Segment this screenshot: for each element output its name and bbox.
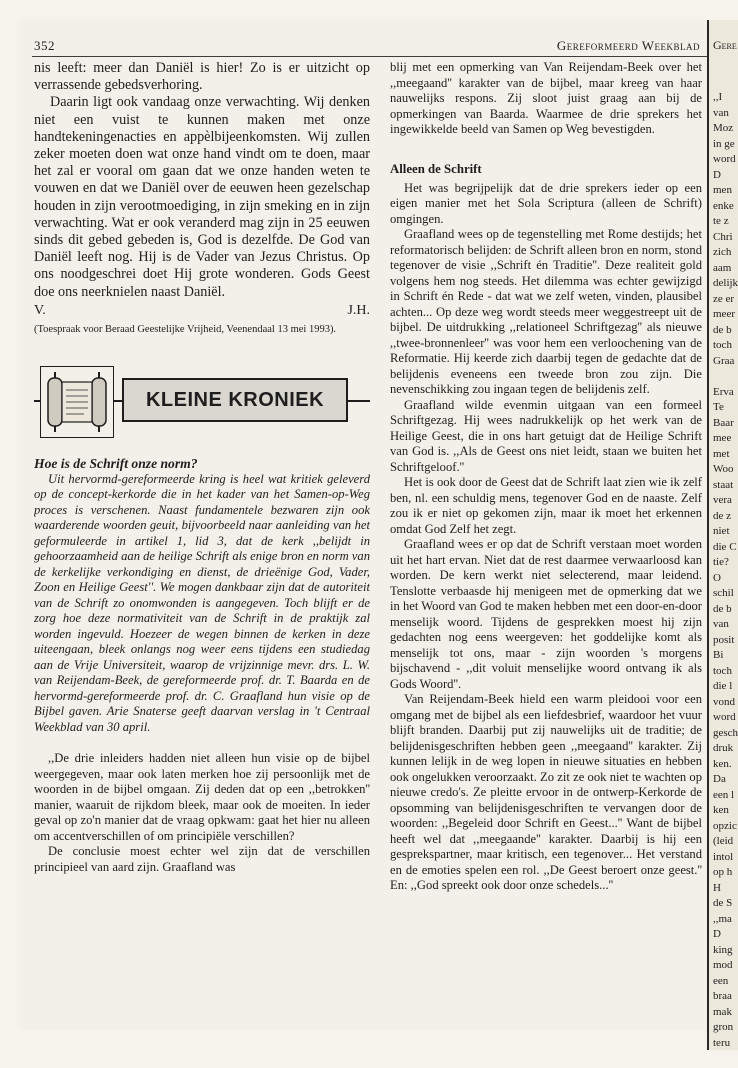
next-page-line: zich — [713, 246, 732, 258]
next-page-line: die C — [713, 540, 737, 553]
body-paragraph: Het is ook door de Geest dat de Schrift laat zien wie ik zelf ben, nl. een schuldig mens, tegenover God en de naaste. Zelf zou ik er niet op gekomen zijn, maar ik moet het erkennen omdat God Zelf het zegt. — [390, 475, 702, 536]
next-page-line: ze er — [713, 292, 735, 305]
body-paragraph: ,,De drie inleiders hadden niet alleen hun visie op de bijbel weergegeven, maar ook laten merken hoe zij persoonlijk met de woorden in de bijbel omgaan. Zij deden dat op een ,,betrokken'' manier, waaruit de rijkdom bleek, maar ook de moeiten. In ieder geval op zo'n manier dat de vraag opkwam: gaat het hier nu alleen om accentverschillen of om principiële verschillen? — [34, 751, 370, 843]
next-page-line: opzic — [713, 819, 737, 832]
next-page-line: ken — [713, 804, 729, 816]
page-header — [32, 32, 704, 54]
next-page-line: Graa — [713, 354, 735, 367]
next-page-line: Chri — [713, 230, 733, 243]
next-page-line: (leid — [713, 835, 734, 847]
signature-left: V. — [34, 302, 46, 318]
body-paragraph: De conclusie moest echter wel zijn dat de verschillen principieel van aard zijn. Graafland was — [34, 844, 370, 874]
next-page-line: meer — [713, 308, 735, 320]
publication-title: Gereformeerd Weekblad — [556, 38, 700, 53]
next-page-line: posit — [713, 633, 735, 646]
next-page-line: de b — [713, 602, 732, 615]
next-page-line: mee — [713, 432, 732, 444]
section-label: KLEINE KRONIEK — [122, 378, 348, 422]
intro-paragraph: nis leeft: meer dan Daniël is hier! Zo is er uitzicht op verrassende gebedsverhoring. — [34, 60, 370, 94]
next-page-line: op h — [713, 866, 733, 878]
next-page-line: toch — [713, 339, 732, 351]
next-page-line: Moz — [713, 122, 734, 134]
intro-paragraph: Daarin ligt ook vandaag onze verwachting. Wij denken niet een vuist te kunnen maken met onze handtekeningenacties en appèlbijeenkomsten. Wij zullen zeker moeten doen wat onze hand vindt om te doen, maar het zal er vooral om gaan dat we onze handen weten te vouwen en dat we Daniël over de eeuwen heen gezelschap houden in zijn verootmoediging, in zijn smeking en in zijn verwachting. Wat er ook veranderd mag zijn in 25 eeuwen sinds dit gebed gebeden is, God is dezelfde. De God van Daniël leeft nog. Hij is de Vader van Jezus Christus. Op ons noodgeschrei doet Hij grote wonderen. Gods Geest doe ons neerknielen naast Daniël. — [34, 94, 370, 300]
next-page-line: delijk — [713, 277, 738, 289]
next-page-text — [713, 90, 738, 1050]
next-page-line: druk — [713, 742, 734, 754]
next-page-line: men — [713, 184, 732, 196]
next-page-line: teru — [713, 1036, 731, 1049]
right-column — [390, 60, 702, 1040]
next-page-line: te z — [713, 215, 729, 227]
next-page-line: O — [713, 571, 721, 584]
next-page-line: ,,I — [713, 91, 723, 103]
next-page-line: Te — [713, 401, 724, 413]
next-page-line: Da — [713, 773, 726, 785]
next-page-line: de b — [713, 323, 732, 336]
next-page-edge — [707, 20, 738, 1050]
body-paragraph: Graafland wilde evenmin uitgaan van een formeel Schriftgezag. Hij wees nadrukkelijk op het werk van de Heilige Geest, die in ons hart getuigt dat de Heilige Schrift van God is. ,,Als de Geest ons niet leidt, staan we buiten het Schriftgeloof.'' — [390, 397, 702, 474]
body-paragraph: Graafland wees er op dat de Schrift verstaan moet worden uit het hart ervan. Niet dat de rest daarmee verwaarloosd kan worden. De kern werkt niet selecterend, maar leidend. Tenslotte verbaasde hij menigeen met de opmerking dat we in het Woord van God te maken hebben met een door-en-door menselijk woord. Tijdens de gesprekken moest hij zijn gedachten nog eens weergeven: het goddelijke komt als menselijk tot ons, maar - zijn woorden 's morgens bijschavend - ,,dit voluit menselijke woord ontvang ik als Gods Woord''. — [390, 537, 702, 691]
next-page-line: word — [713, 711, 736, 723]
next-page-line: gron — [713, 1021, 734, 1033]
page-number: 352 — [34, 38, 55, 53]
article-intro: Uit hervormd-gereformeerde kring is heel wat kritiek geleverd op de concept-kerkorde die in het kader van het Samen-op-Weg proces is verschenen. Naast fundamentele bezwaren zijn ook waarderende woorden geuit, bijvoorbeeld naar aanleiding van het geformuleerde in artikel 1, lid 3, dat de kerk ,,belijdt in gehoorzaamheid aan de heilige Schrift als enige bron en norm van de kerkelijke verkondiging en dienst, de drieënige God, Vader, Zoon en Heilige Geest''. We mogen dankbaar zijn dat de autoriteit van de Schrift zo onomwonden is aangegeven. Toch blijft er de zorg hoe deze normativiteit van de Schrift in de praktijk zal worden ingevuld. Hoezeer de wegen binnen de kerken in deze uiteengaan, bleek onlangs nog weer eens tijdens een studiedag aan de Vrije Universiteit, waarop de vrijzinnige mevr. drs. L. W. van Reijendam-Beek, de gereformeerde prof. dr. T. Baarda en de hervormd-gereformeerde prof. dr. C. Graafland hun visie op de Bijbel gaven. Arie Snaterse geeft daarvan verslag in 't Centraal Weekblad van 30 april. — [34, 471, 370, 734]
signature-right: J.H. — [347, 302, 370, 318]
next-page-line: een l — [713, 788, 735, 801]
next-page-line: word — [713, 153, 736, 165]
next-page-line: staat — [713, 478, 734, 491]
next-page-line: Woo — [713, 463, 734, 475]
next-page-line: braa — [713, 990, 732, 1002]
next-page-line: enke — [713, 199, 734, 212]
next-page-line: met — [713, 447, 730, 460]
left-column — [34, 60, 370, 1040]
signature-line — [34, 303, 370, 319]
section-heading: Alleen de Schrift — [390, 161, 482, 176]
next-page-line: king — [713, 943, 733, 956]
next-page-line: D — [713, 168, 721, 181]
next-page-line: schil — [713, 587, 734, 599]
next-page-line: vond — [713, 695, 735, 708]
next-page-line: Baar — [713, 416, 734, 429]
next-page-line: ,,ma — [713, 912, 732, 925]
article-heading: Hoe is de Schrift onze norm? — [34, 455, 198, 471]
kleine-kroniek-banner — [34, 366, 370, 438]
next-page-line: tie? — [713, 556, 729, 568]
next-page-line: vera — [713, 494, 732, 506]
next-page-line: die l — [713, 680, 733, 692]
next-page-line: de z — [713, 509, 732, 522]
next-page-line: Bi — [713, 649, 724, 661]
next-page-line: gesch — [713, 726, 738, 739]
body-paragraph: Van Reijendam-Beek hield een warm pleidooi voor een omgang met de bijbel als een liefdesbrief, waardoor het vuur blijft branden. Daarbij put zij nauwelijks uit de traditie; de belijdenisgeschriften hebben geen ,,meegaand'' karakter. Zij kunnen lelijk in de weg lopen in nieuwe situaties en hebben ook ongelukken veroorzaakt. Zo zit ze ook niet te wachten op nieuwe credo's. Ze pleitte ervoor in de ontwerp-Kerkorde de opsomming van belijdenisgeschriften te vervangen door de woorden: ,,Begeleid door Schrift en Geest...'' Want de bijbel heeft wel dat ,,meegaande'' karakter. Daarbij is hij een gesprekspartner, maar kritisch, een tegenover... Het verstand en de emoties spelen een rol. ,,De Geest beroert onze geest.'' En: ,,God spreekt ook door onze schedels...'' — [390, 692, 702, 892]
next-page-line: de S — [713, 897, 733, 909]
next-page-line: een — [713, 974, 729, 987]
next-page-line: aam — [713, 261, 732, 274]
next-page-line: niet — [713, 525, 730, 537]
next-page-line: ken. — [713, 757, 732, 770]
scroll-icon — [40, 366, 114, 438]
next-page-line: D — [713, 928, 721, 940]
next-page-line: Erva — [713, 385, 734, 398]
opening-paragraph: blij met een opmerking van Van Reijendam-Beek over het ,,meegaand'' karakter van de bijbel, maar kreeg van haar nauwelijks respons. Zij sloot juist graag aan bij de opmerkingen van Baarda. Waarmee de drie sprekers het ingewikkelde beeld van Samen op Weg bevestigden. — [390, 60, 702, 136]
next-page-line: van — [713, 106, 729, 119]
body-paragraph: Het was begrijpelijk dat de drie sprekers ieder op een eigen manier met het Sola Scriptura (alleen de Schrift) omgingen. — [390, 180, 702, 226]
next-page-line: H — [713, 881, 721, 894]
next-page-line: van — [713, 618, 729, 630]
next-page-line: intol — [713, 850, 734, 863]
speech-note: (Toespraak voor Beraad Geestelijke Vrijheid, Veenendaal 13 mei 1993). — [34, 323, 337, 335]
next-page-header: Gere — [713, 38, 737, 52]
body-paragraph: Graafland wees op de tegenstelling met Rome destijds; het reformatorisch belijden: de Schrift alleen bron en norm, stond tegenover de visie ,,Schrift én Traditie''. Deze realiteit gold volgens hem nog steeds. Het dilemma was echter gewijzigd in Schrift én Rede - dat wat we zelf weten, vinden, plausibel achten... Op deze weg wordt steeds meer weggestreept uit de bijbel. De uitdrukking ,,relationeel Schriftgezag'' als nieuwe ,,twee-bronnenleer'' was voor hem een verloochening van de Reformatie. Hij keerde zich daarbij tegen de gedachte dat de belijdenis eveneens een tweede bron zou zijn. Die nevenschikking zou ingaan tegen de belijdenis zelf. — [390, 227, 702, 396]
header-rule — [32, 56, 712, 57]
next-page-line: toch — [713, 664, 732, 677]
next-page-line — [713, 369, 738, 385]
next-page-line: in ge — [713, 137, 735, 150]
next-page-line: mak — [713, 1005, 732, 1018]
next-page-line: mod — [713, 959, 733, 971]
